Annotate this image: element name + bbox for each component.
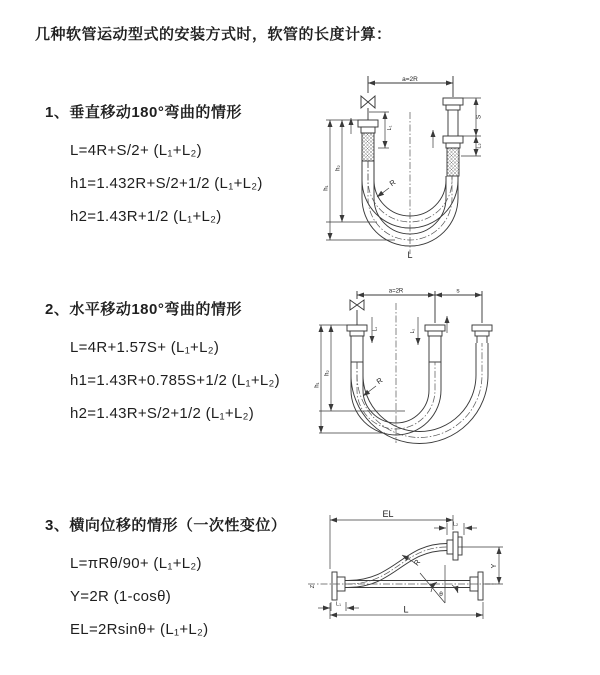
formula-list [70,134,263,233]
dim-l2-label: L₂ [452,521,459,528]
formula-list [70,331,280,430]
dim-s-label: s [456,287,460,295]
flange-top-displaced [453,532,458,560]
angle-arc-right [452,585,458,593]
dim-span-label: a=2R [402,76,418,83]
dim-h2-label: h₂ [324,370,331,376]
flange-middle [425,325,445,331]
formula-line: h2=1.43R+S/2+1/2 (L₁+L₂) [70,405,255,422]
dim-h1-label: h₁ [314,382,321,388]
formula-line: h1=1.432R+S/2+1/2 (L₁+L₂) [70,175,263,192]
centerlines [357,303,482,443]
radius-leader [377,188,389,197]
section-vertical-movement [45,101,263,233]
hose-assembly-drawing [332,532,483,600]
dim-l2-label: L₂ [476,143,483,149]
centerlines [368,112,452,254]
diagram-lateral-displacement [300,503,590,648]
dim-l2-label: L₂ [410,328,416,334]
dim-h1-label: h₁ [323,185,330,191]
section-heading: 2、水平移动180°弯曲的情形 [45,301,242,318]
dim-angle-label: θ [439,591,443,598]
braided-section-right [447,148,459,176]
section-heading: 3、横向位移的情形（一次性变位） [45,517,287,534]
braided-section-left [362,133,374,161]
valve-icon [350,300,364,310]
dim-length-label: L [403,604,409,615]
formula-list [70,547,286,646]
dim-radius-label: R [387,177,398,189]
dim-length-label: L [407,250,413,260]
dim-el-label: EL [382,509,394,519]
dim-l1-label: L₁ [372,326,379,332]
flange-right-upper [443,98,463,105]
dim-span-label: a=2R [388,288,404,295]
formula-line: Y=2R (1-cosθ) [70,588,172,605]
dimension-lines [318,515,503,619]
formula-line: L=4R+S/2+ (L₁+L₂) [70,142,202,159]
formula-line: L=4R+1.57S+ (L₁+L₂) [70,339,220,356]
flange-left [358,120,378,127]
diagram-horizontal-180-bend [310,283,585,463]
formula-line: L=πRθ/90+ (L₁+L₂) [70,555,202,572]
section-horizontal-movement [45,298,280,430]
dim-rise-label: Y [491,563,498,569]
section-lateral-displacement [45,514,286,646]
dim-radius-label: R [411,557,423,568]
flange-left [347,325,367,331]
dim-l1-label: L₁ [336,601,341,608]
hose-assembly-drawing [358,76,463,246]
angle-slanted-leg [420,573,445,603]
hose-assembly-drawing [347,288,492,444]
formula-line: EL=2Rsinθ+ (L₁+L₂) [70,621,209,638]
dim-s-label: S [475,114,483,120]
dim-radius-label: R [374,375,385,387]
formula-line: h1=1.43R+0.785S+1/2 (L₁+L₂) [70,372,280,389]
section-heading: 1、垂直移动180°弯曲的情形 [45,104,242,121]
hose-displaced-position [348,544,447,581]
dim-h2-label: h₂ [335,165,342,171]
diagram-vertical-180-bend [315,68,580,263]
valve-icon [361,96,375,108]
flange-right-lower [443,136,463,143]
flange-left [332,572,337,600]
flange-right [472,325,492,331]
axis-mark-label: Z [310,584,316,589]
flange-right [478,572,483,600]
formula-line: h2=1.43R+1/2 (L₁+L₂) [70,208,222,225]
page-title: 几种软管运动型式的安装方式时，软管的长度计算： [35,26,392,43]
dim-l1-label: L₁ [387,125,393,131]
